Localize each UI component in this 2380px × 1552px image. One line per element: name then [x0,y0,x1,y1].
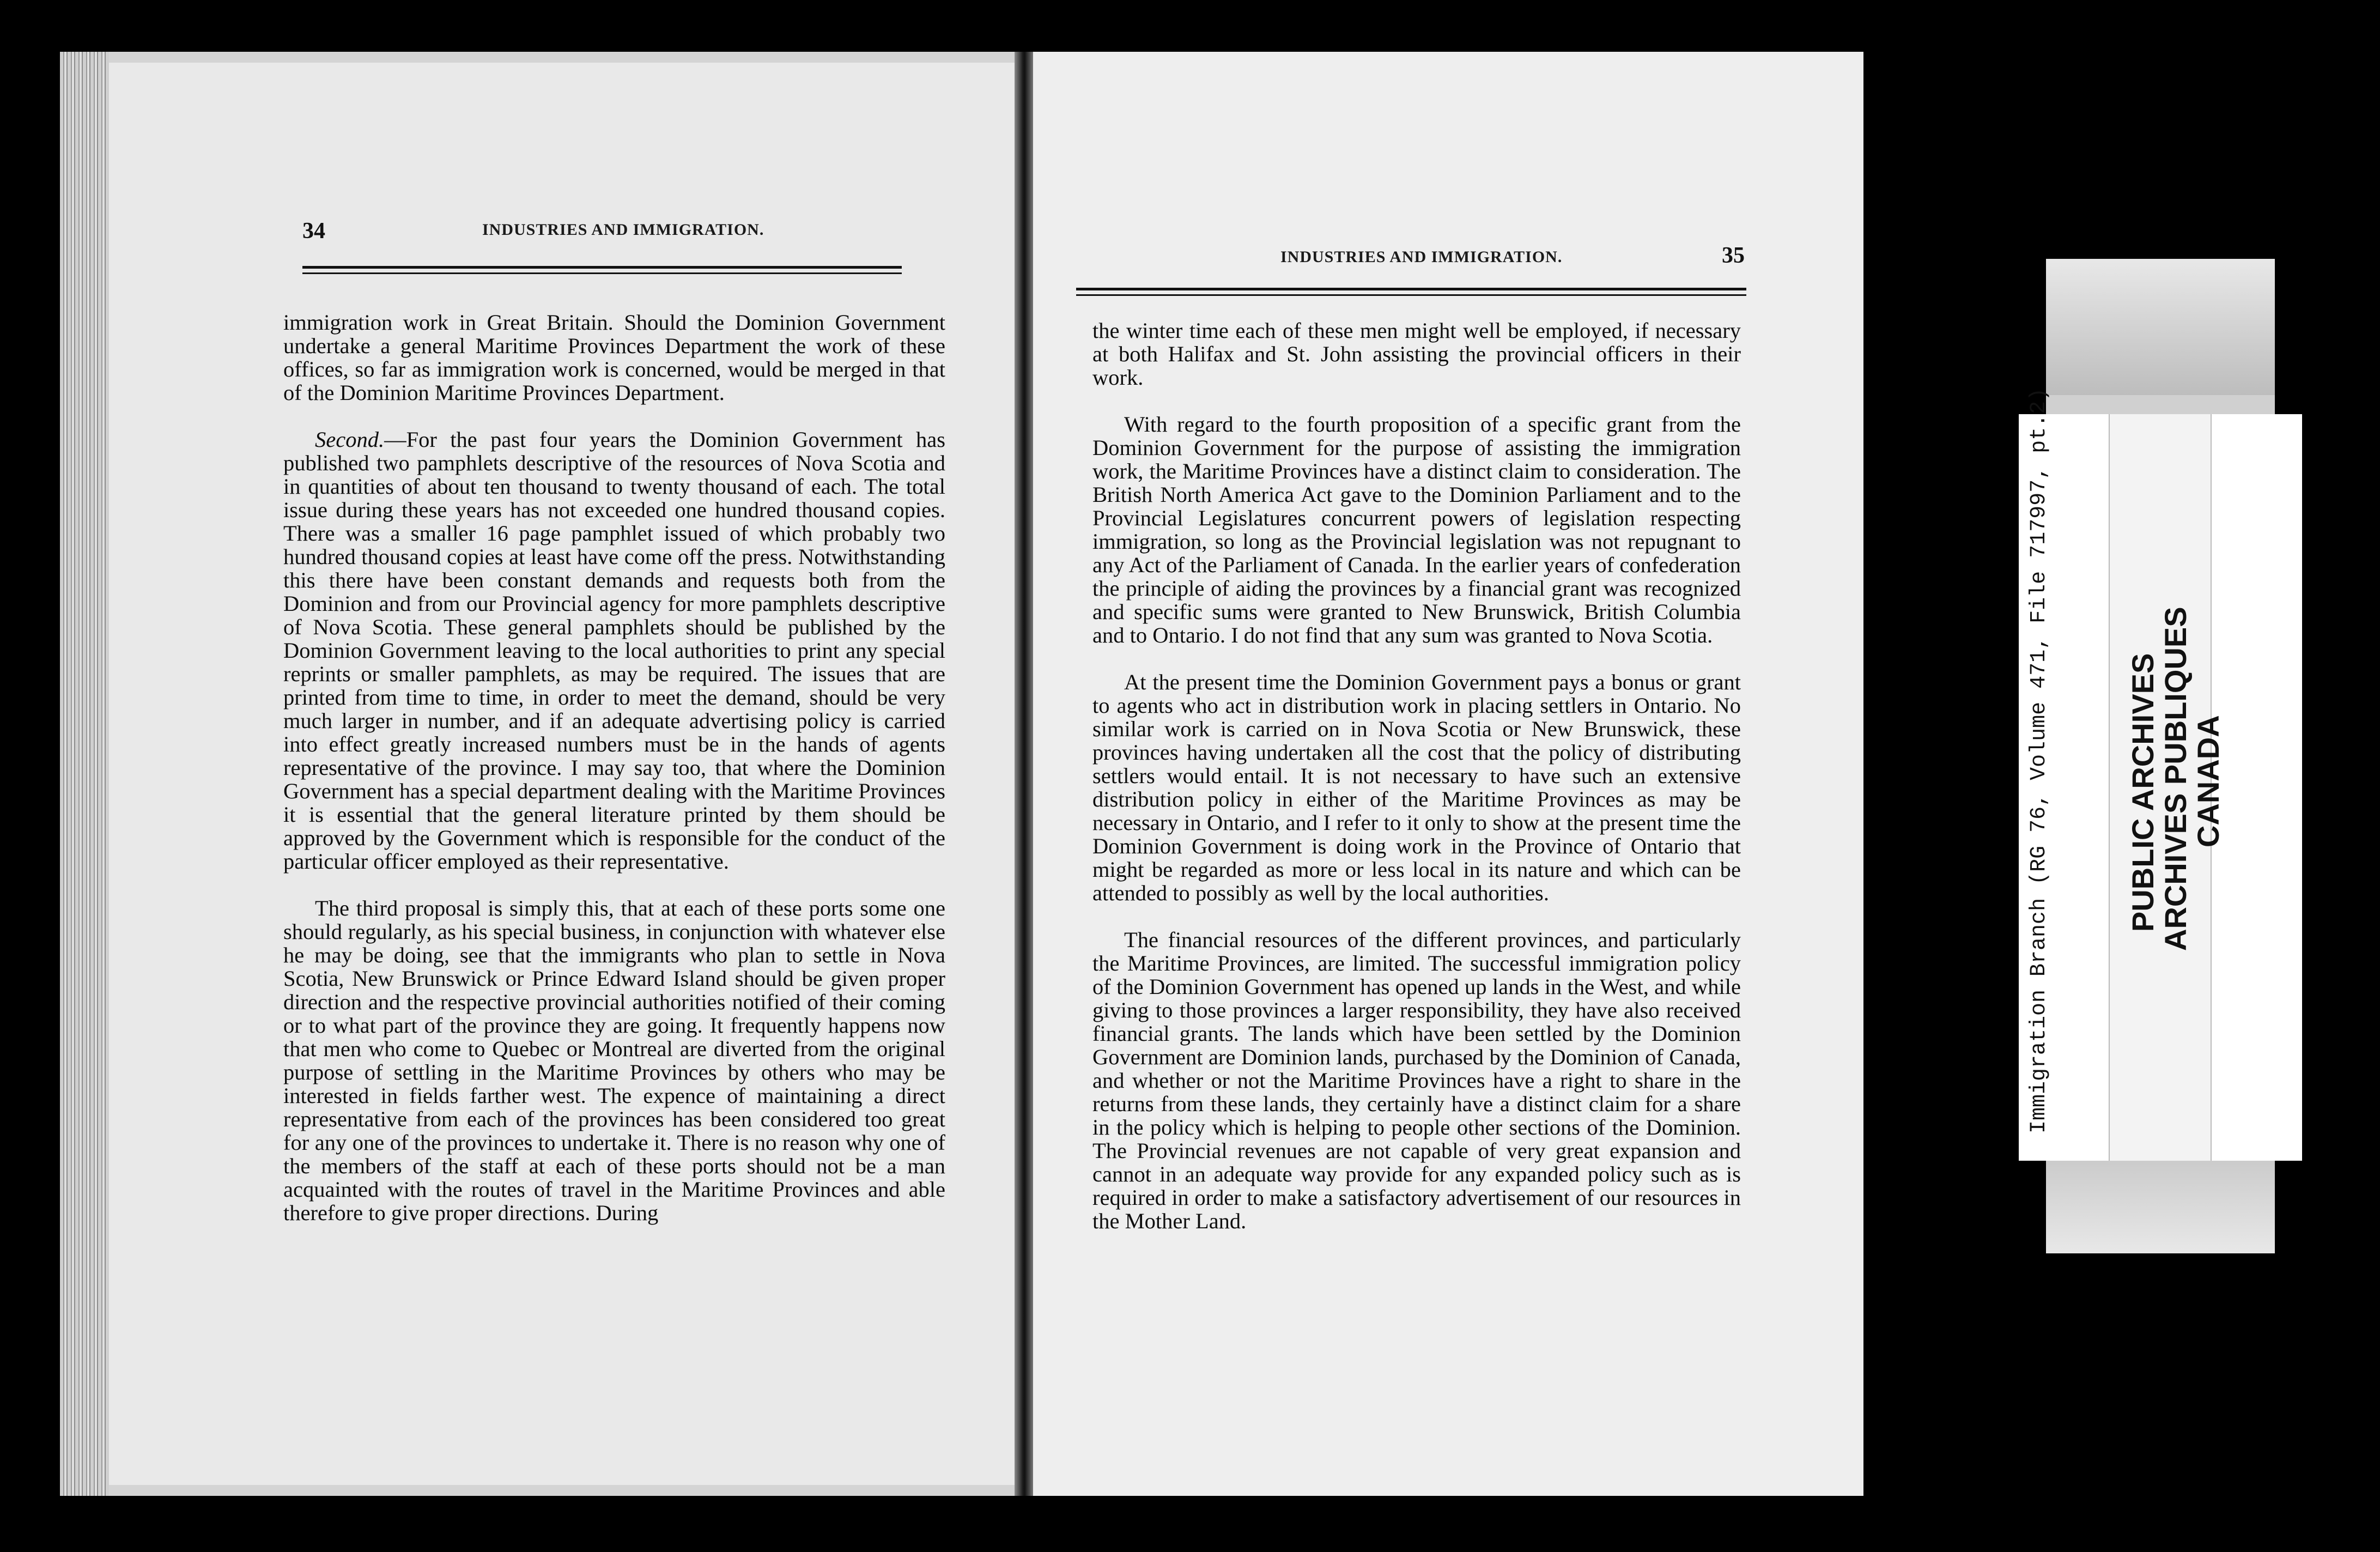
archive-name-line2: ARCHIVES PUBLIQUES [2158,607,2193,951]
book-gutter [1015,52,1033,1496]
left-header-rule [302,266,902,274]
paragraph: At the present time the Dominion Government pays a bonus or grant to agents who act in distribution work in placing settlers in Ontario. No similar work is carried on in Nova Scotia or New Brunswick, these provinces having undertaken all the cost that the policy of distributing settlers would entail. It is not necessary to have such an extensive distribution policy in either of the Maritime Provinces as may be necessary in Ontario, and I refer to it only to show at the present time the Dominion Government is doing work in the Province of Ontario that might be regarded as more or less local in its nature and which can be attended to possibly as well by the local authorities. [1092,670,1741,905]
left-page-number: 34 [302,219,325,244]
archive-strip-top [2046,259,2275,395]
left-running-head: INDUSTRIES AND IMMIGRATION. [482,221,764,239]
paragraph: The third proposal is simply this, that at each of these ports some one should regularly, as his special business, in conjunction with whatever else he may be doing, see that the immigrants who plan to settle in Nova Scotia, New Brunswick or Prince Edward Island should be given proper direction and the respective provincial authorities notified of their coming or to what part of the province they are going. It frequently happens now that men who come to Quebec or Montreal are diverted from the original purpose of settling in the Maritime Provinces by others who may be interested in fields farther west. The expence of maintaining a direct representative from each of the provinces has been considered too great for any one of the provinces to undertake it. There is no reason why one of the members of the staff at each of these ports should not be a man acquainted with the routes of travel in the Maritime Provinces and able therefore to give proper directions. During [283,896,945,1225]
paragraph: Second.—For the past four years the Dominion Government has published two pamphlets descriptive of the resources of Nova Scotia and in quantities of about ten thousand to twenty thousand of each. The total issue during these years has not exceeded one hundred thousand copies. There was a smaller 16 page pamphlet issued of which probably two hundred thousand copies at least have come off the press. Notwithstanding this there have been constant demands and requests both from the Dominion and from our Provincial agency for more pamphlets descriptive of Nova Scotia. These general pamphlets should be published by the Dominion Government leaving to the local authorities to print any special reprints or smaller pamphlets, as may be required. The issues that are printed from time to time, in order to meet the demand, should be very much larger in number, and if an adequate advertising policy is carried into effect greatly increased numbers must be in the hands of agents representative of the province. I may say too, that where the Dominion Government has a special department dealing with the Maritime Provinces it is essential that the general literature printed by them should be approved by the Government which is responsible for the conduct of the particular officer employed as their representative. [283,427,945,874]
paragraph: the winter time each of these men might well be employed, if necessary at both Halifax and St. John assisting the provincial officers in their work. [1092,318,1741,390]
paragraph: The financial resources of the different provinces, and particularly the Maritime Provinces, are limited. The successful immigration policy of the Dominion Government has opened up lands in the West, and while giving to those provinces a larger responsibility, they have also received financial grants. The lands which have been settled by the Dominion Government are Dominion lands, purchased by the Dominion of Canada, and whether or not the Maritime Provinces have a right to share in the returns from these lands, they certainly have a distinct claim for a share in the policy which is helping to people other sections of the Dominion. The Provincial revenues are not capable of very great expansion and cannot in an adequate way provide for any expanded policy such as is required in order to make a satisfactory advertisement of our resources in the Mother Land. [1092,927,1741,1233]
archive-name-line3: CANADA [2191,715,2225,847]
page-edges [60,52,109,1496]
archive-name-line1: PUBLIC ARCHIVES [2126,653,2160,932]
left-text-column [283,311,945,1248]
paragraph: With regard to the fourth proposition of a specific grant from the Dominion Government for the purpose of assisting the immigration work, the Maritime Provinces have a distinct claim to consideration. The British North America Act gave to the Dominion Parliament and to the Provincial Legislatures concurrent powers of legislation respecting immigration, so long as the Provincial legislation was not repugnant to any Act of the Parliament of Canada. In the earlier years of confederation the principle of aiding the provinces by a financial grant was recognized and specific sums were granted to New Brunswick, British Columbia and to Ontario. I do not find that any sum was granted to Nova Scotia. [1092,412,1741,647]
paragraph-lead: Second. [315,427,385,452]
right-running-head: INDUSTRIES AND IMMIGRATION. [1280,248,1563,266]
right-page-number: 35 [1722,243,1745,268]
archive-reference: Immigration Branch (RG 76, Volume 471, File 717997, pt.2) [2027,387,2051,1133]
right-text-column [1092,319,1741,1256]
paragraph: immigration work in Great Britain. Should the Dominion Government undertake a general Maritime Provinces Department the work of these offices, so far as immigration work is concerned, would be merged in that of the Dominion Maritime Provinces Department. [283,310,945,405]
right-header-rule [1076,288,1746,296]
archive-strip-bottom [2046,1150,2275,1253]
